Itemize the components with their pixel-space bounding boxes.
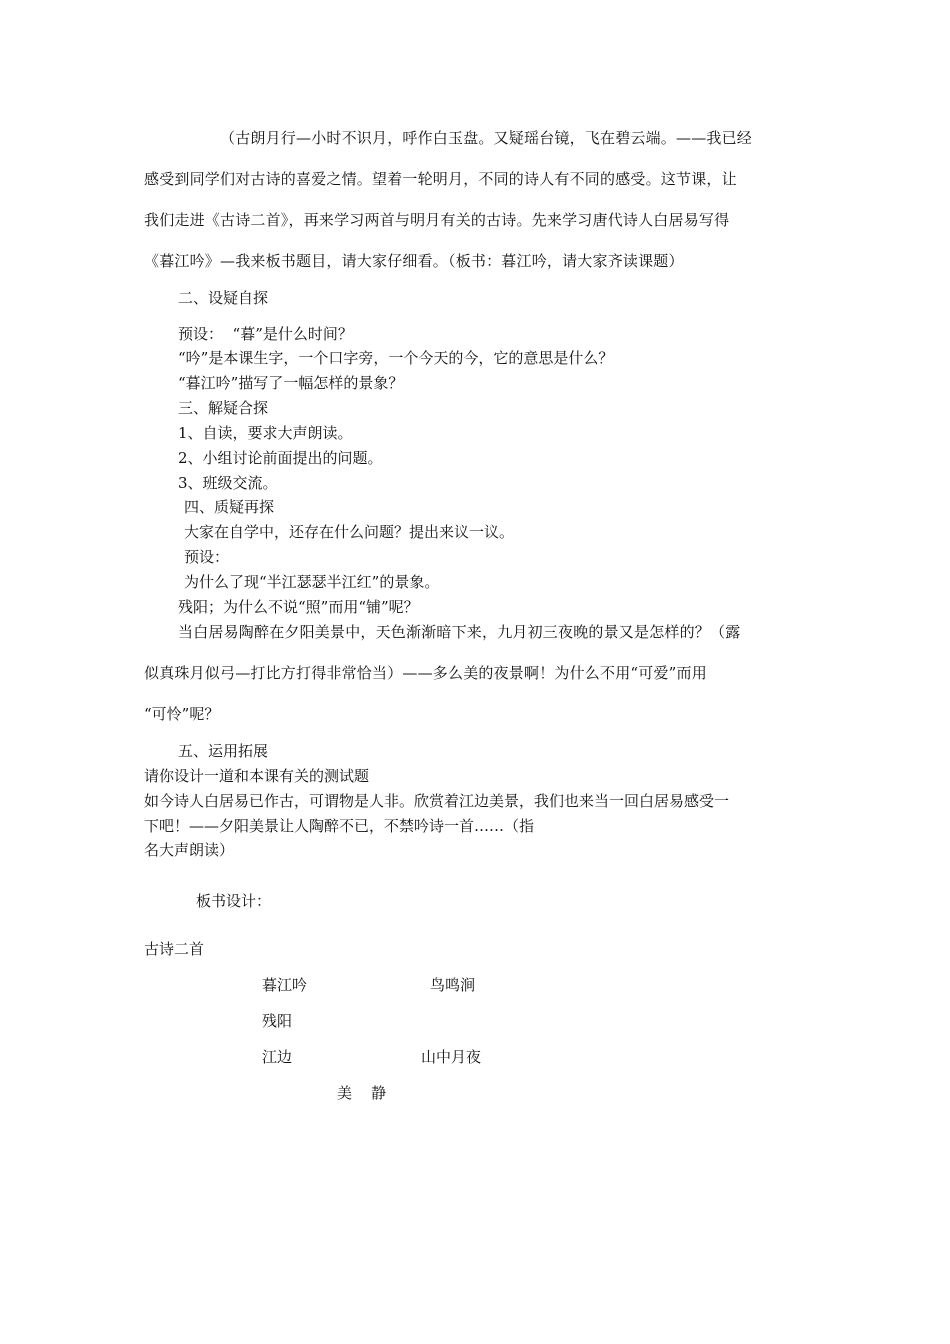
intro-line-3: 我们走进《古诗二首》，再来学习两首与明月有关的古诗。先来学习唐代诗人白居易写得 (144, 211, 730, 229)
section-4-para-5-line-1: 当白居易陶醉在夕阳美景中，天色渐渐暗下来，九月初三夜晚的景又是怎样的？（露 (178, 623, 741, 641)
board-item-3: 山中月夜 (421, 1048, 482, 1066)
section-4-para-5-line-3: “可怜”呢？ (144, 705, 220, 723)
board-title: 古诗二首 (144, 940, 205, 958)
section-2-question-1: 预设： “暮”是什么时间？ (178, 325, 353, 343)
section-5-para-1: 请你设计一道和本课有关的测试题 (144, 767, 370, 785)
section-5-para-2-line-3: 名大声朗读） (144, 841, 235, 859)
section-2-question-2: “吟”是本课生字，一个口字旁，一个今天的今，它的意思是什么？ (178, 349, 614, 367)
section-2-heading: 二、设疑自探 (178, 289, 269, 307)
section-4-para-3: 为什么了现“半江瑟瑟半江红”的景象。 (184, 573, 440, 591)
section-4-para-4: 残阳；为什么不说“照”而用“铺”呢？ (178, 598, 419, 616)
section-4-para-1: 大家在自学中，还存在什么问题？提出来议一议。 (184, 523, 515, 541)
board-poem-1: 暮江吟 (262, 976, 308, 994)
section-5-heading: 五、运用拓展 (178, 742, 269, 760)
section-3-heading: 三、解疑合探 (178, 399, 269, 417)
board-poem-2: 鸟鸣涧 (430, 976, 476, 994)
board-summary: 美 静 (337, 1084, 387, 1102)
section-3-step-1: 1、自读，要求大声朗读。 (178, 424, 353, 442)
section-3-step-2: 2、小组讨论前面提出的问题。 (178, 449, 383, 467)
intro-line-1: （古朗月行—小时不识月，呼作白玉盘。又疑瑶台镜，飞在碧云端。——我已经 (220, 129, 753, 147)
board-item-1: 残阳 (262, 1012, 293, 1030)
section-4-heading: 四、质疑再探 (184, 498, 275, 516)
section-5-para-2-line-2: 下吧！——夕阳美景让人陶醉不已，不禁吟诗一首……（指 (144, 817, 535, 835)
section-4-para-5-line-2: 似真珠月似弓—打比方打得非常恰当）——多么美的夜景啊！为什么不用“可爱”而用 (144, 664, 707, 682)
board-design-label: 板书设计： (196, 892, 272, 910)
section-3-step-3: 3、班级交流。 (178, 474, 278, 492)
section-2-question-3: “暮江吟”描写了一幅怎样的景象？ (178, 374, 404, 392)
intro-line-2: 感受到同学们对古诗的喜爱之情。望着一轮明月，不同的诗人有不同的感受。这节课，让 (144, 170, 737, 188)
section-4-para-2: 预设： (184, 548, 230, 566)
section-5-para-2-line-1: 如今诗人白居易已作古，可谓物是人非。欣赏着江边美景，我们也来当一回白居易感受一 (144, 792, 730, 810)
intro-line-4: 《暮江吟》—我来板书题目，请大家仔细看。（板书：暮江吟，请大家齐读课题） (144, 252, 684, 270)
board-item-2: 江边 (262, 1048, 293, 1066)
